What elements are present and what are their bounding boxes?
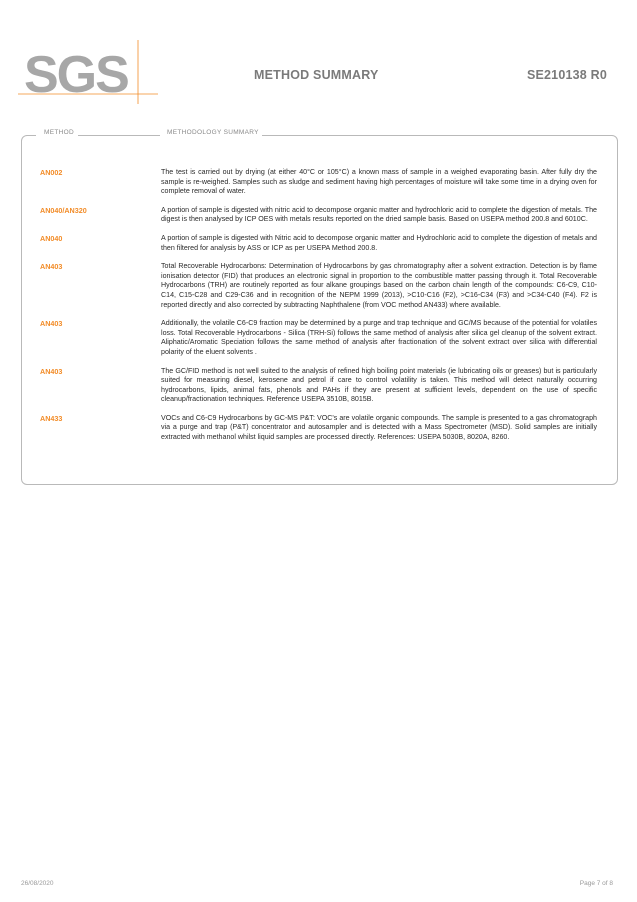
table-row bbox=[0, 414, 637, 443]
table-row bbox=[0, 206, 637, 225]
table-row bbox=[0, 168, 637, 197]
table-row bbox=[0, 319, 637, 357]
method-summary: VOCs and C6-C9 Hydrocarbons by GC-MS P&T: VOC's are volatile organic compounds. The sample is presented to a gas chromatograph via a purge and trap (P&T) concentrator and autosampler and is detected with a Mass Spectrometer (MSD). Solid samples are initially extracted with methanol whilst liquid samples are processed directly. References: USEPA 5030B, 8020A, 8260. bbox=[161, 413, 597, 442]
method-summary: Total Recoverable Hydrocarbons: Determination of Hydrocarbons by gas chromatography after a solvent extraction. Detection is by flame ionisation detector (FID) that produces an electronic signal in proportion to the combustible matter passing through it. Total Recoverable Hydrocarbons (TRH) are routinely reported as four alkane groupings based on the carbon chain length of the compounds: C6-C9, C10-C14, C15-C28 and C29-C36 and in recognition of the NEPM 1999 (2013), >C10-C16 (F2), >C16-C34 (F3) and >C34-C40 (F4). F2 is reported directly and also corrected by subtracting Naphthalene (from VOC method AN433) where available. bbox=[161, 262, 597, 309]
method-code: AN403 bbox=[40, 262, 63, 272]
method-table bbox=[0, 168, 637, 452]
table-row bbox=[0, 234, 637, 253]
method-summary: The test is carried out by drying (at either 40°C or 105°C) a known mass of sample in a weighed evaporating basin. After fully dry the sample is re-weighed. Samples such as sludge and sediment having high percentages of moisture will take some time in a drying oven for complete removal of water. bbox=[161, 168, 597, 196]
report-reference: SE210138 R0 bbox=[526, 68, 607, 82]
table-row bbox=[0, 262, 637, 310]
method-code: AN040/AN320 bbox=[40, 205, 87, 215]
method-summary: A portion of sample is digested with nitric acid to decompose organic matter and hydrochloric acid to complete the digestion of metals. The digest is then analysed by ICP OES with metals results reported on the dried sample basis. Based on USEPA method 200.8 and 6010C. bbox=[161, 205, 597, 224]
method-code: AN002 bbox=[40, 168, 63, 177]
footer-page-number: Page 7 of 8 bbox=[579, 880, 613, 887]
method-code: AN040 bbox=[40, 233, 63, 243]
table-row bbox=[0, 367, 637, 405]
method-code: AN403 bbox=[40, 366, 63, 376]
method-summary: The GC/FID method is not well suited to the analysis of refined high boiling point materials (ie lubricating oils or greases) but is particularly suited for measuring diesel, kerosene and petrol if care to control volatility is taken. This method will detect naturally occurring hydrocarbons, lipids, animal fats, phenols and PAHs if they are present at sufficient levels, dependent on the use of specific cleanup/fractionation techniques. Reference USEPA 3510B, 8015B. bbox=[161, 366, 597, 404]
column-header-method: METHOD bbox=[41, 129, 77, 136]
method-code: AN403 bbox=[40, 319, 63, 329]
svg-text:SGS: SGS bbox=[24, 46, 128, 104]
footer-date: 26/08/2020 bbox=[21, 880, 54, 887]
page-title: METHOD SUMMARY bbox=[254, 68, 379, 82]
method-code: AN433 bbox=[40, 413, 63, 423]
method-summary: Additionally, the volatile C6-C9 fraction may be determined by a purge and trap technique and GC/MS because of the potential for volatiles loss. Total Recoverable Hydrocarbons - Silica (TRH-Si) follows the same method of analysis after silica gel cleanup of the solvent extract. Aliphatic/Aromatic Speciation follows the same method of analysis after fractionation of the solvent extract over silica with differential polarity of the eluent solvents . bbox=[161, 319, 597, 356]
method-summary: A portion of sample is digested with Nitric acid to decompose organic matter and Hydrochloric acid to complete the digestion of metals and then filtered for analysis by ASS or ICP as per USEPA Method 200.8. bbox=[161, 233, 597, 252]
sgs-logo bbox=[18, 40, 158, 104]
column-header-summary: METHODOLOGY SUMMARY bbox=[164, 129, 262, 136]
